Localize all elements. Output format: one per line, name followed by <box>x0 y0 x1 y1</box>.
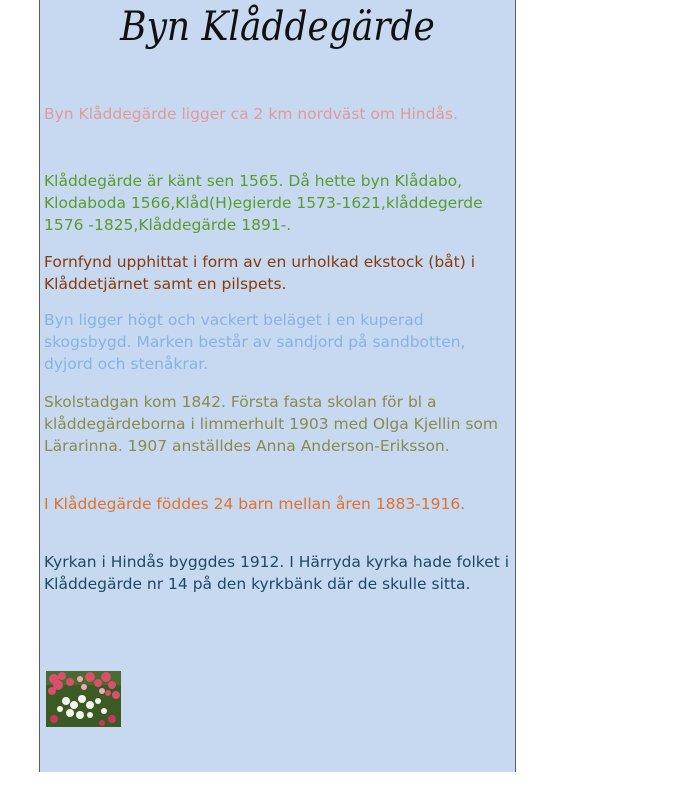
paragraph-church: Kyrkan i Hindås byggdes 1912. I Härryda kyrka hade folket i Klåddegärde nr 14 på den kyrkbänk där de skulle sitta. <box>44 553 510 593</box>
flower-picture <box>46 671 121 727</box>
paragraph-births: I Klåddegärde föddes 24 barn mellan åren 1883-1916. <box>44 495 466 513</box>
paragraph-landscape: Byn ligger högt och vackert beläget i en kuperad skogsbygd. Marken består av sandjord på sandbotten, dyjord och stenåkrar. <box>44 311 466 373</box>
paragraph-location: Byn Klåddegärde ligger ca 2 km nordväst om Hindås. <box>44 105 458 123</box>
content-panel <box>39 0 516 772</box>
page-title: Byn Klåddegärde <box>120 4 435 50</box>
paragraph-finds: Fornfynd upphittat i form av en urholkad ekstock (båt) i Klåddetjärnet samt en pilspets. <box>44 253 476 293</box>
flower-image <box>46 671 121 727</box>
paragraph-history: Klåddegärde är känt sen 1565. Då hette byn Klådabo, Klodaboda 1566,Klåd(H)egierde 1573-1621,klåddegerde 1576 -1825,Klåddegärde 1891-. <box>44 172 483 234</box>
paragraph-school: Skolstadgan kom 1842. Första fasta skolan för bl a klåddegärdeborna i limmerhult 1903 med Olga Kjellin som Lärarinna. 1907 anställdes Anna Anderson-Eriksson. <box>44 393 498 455</box>
